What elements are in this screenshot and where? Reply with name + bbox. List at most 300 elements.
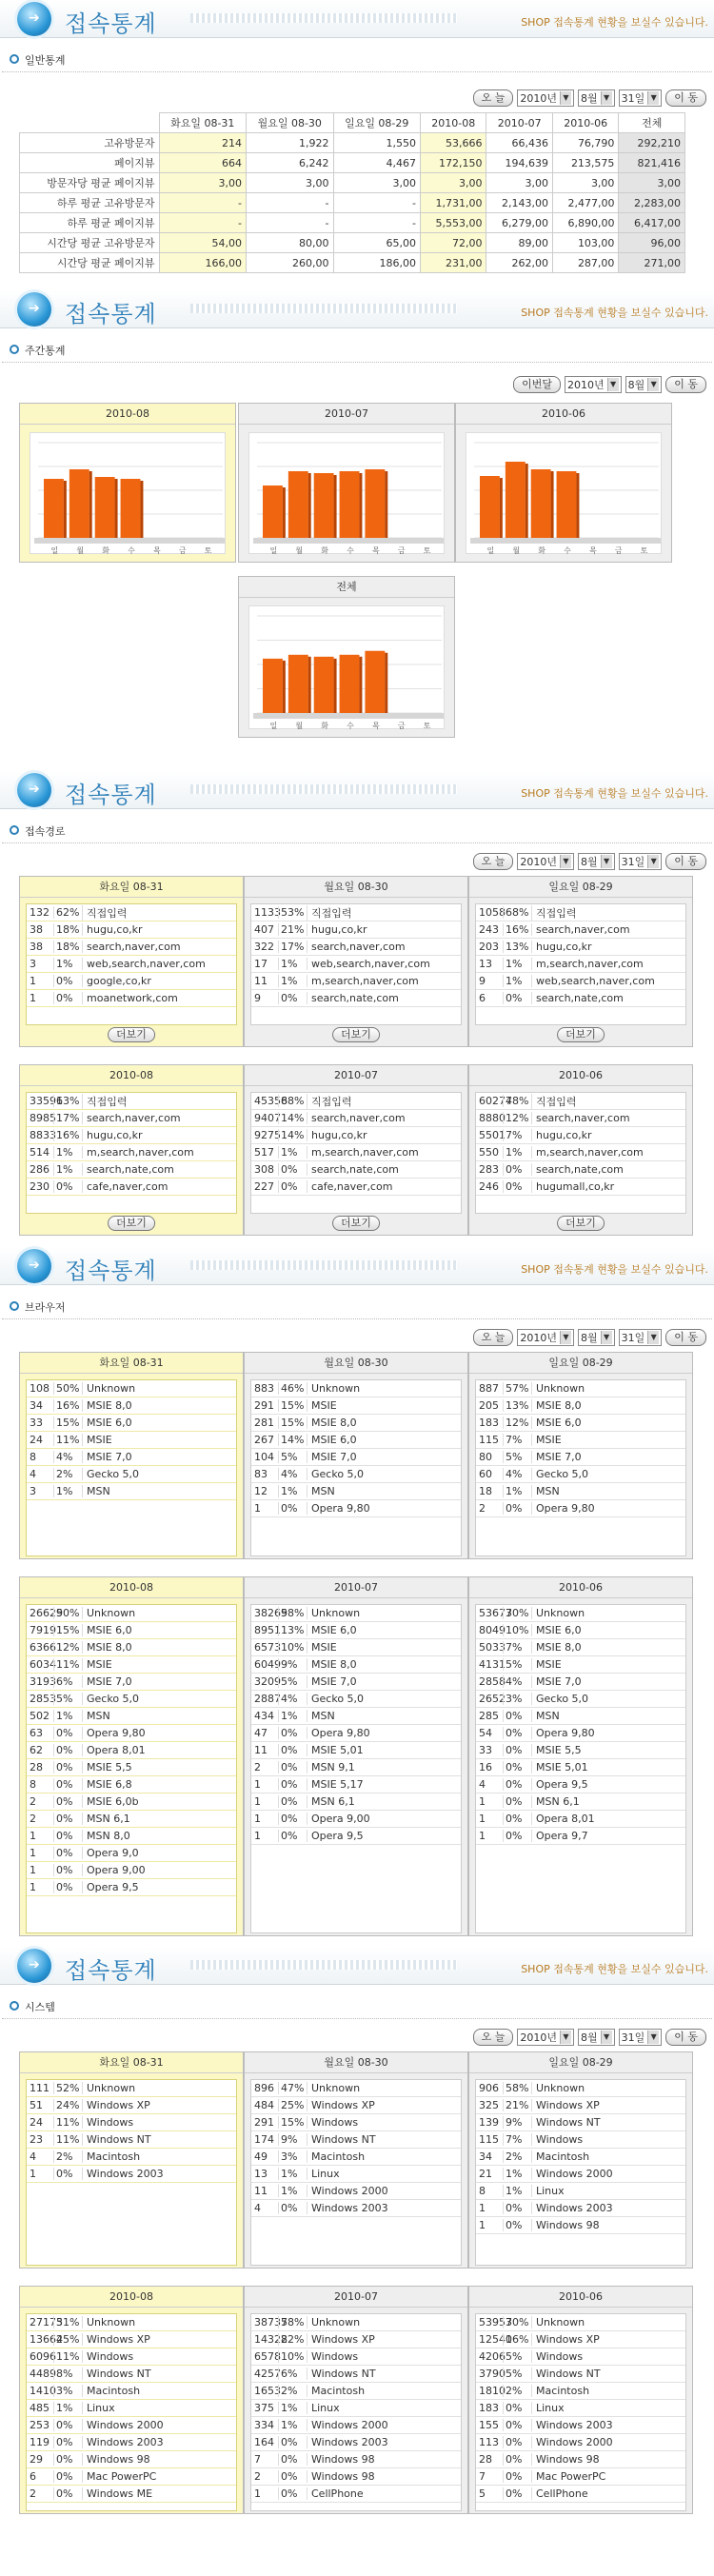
- table-cell: 66,436: [486, 133, 552, 153]
- percent: 0%: [53, 992, 82, 1004]
- today-button[interactable]: 오 늘: [473, 853, 514, 870]
- item-name: cafe,naver,com: [82, 1180, 168, 1193]
- list-item: [476, 2166, 685, 2183]
- item-name: Macintosh: [82, 2150, 140, 2163]
- list-item: [476, 2366, 685, 2383]
- banner: [0, 0, 714, 38]
- count: 24: [30, 1434, 43, 1446]
- percent: 17%: [53, 1112, 82, 1124]
- item-name: MSN: [307, 1485, 335, 1497]
- percent: 0%: [503, 1710, 531, 1722]
- count: 6366: [30, 1641, 56, 1654]
- go-button[interactable]: 이 동: [665, 2029, 706, 2046]
- percent: 78%: [503, 1095, 531, 1107]
- chart-bar: [288, 655, 308, 713]
- day-tick-label: 목: [371, 722, 380, 730]
- count: 1: [254, 1795, 261, 1808]
- list-item: [476, 2114, 685, 2131]
- monthly-panel: [468, 1576, 693, 1936]
- column-header: 2010-06: [552, 113, 618, 133]
- item-name: search,naver,com: [307, 1112, 406, 1124]
- day-tick-label: 수: [347, 546, 354, 555]
- count: 17: [254, 958, 268, 970]
- month-select[interactable]: 8월 ▼: [625, 376, 663, 393]
- item-name: google,co,kr: [82, 975, 151, 987]
- percent: 11%: [53, 1658, 82, 1671]
- list-item: [476, 2468, 685, 2486]
- table-cell: -: [247, 193, 333, 213]
- count: 291: [254, 2116, 274, 2129]
- percent: 1%: [278, 958, 307, 970]
- count: 375: [254, 2402, 274, 2414]
- count: 246: [479, 1180, 499, 1193]
- list-item: [27, 1793, 236, 1811]
- day-select[interactable]: 31일 ▼: [619, 853, 663, 870]
- go-button[interactable]: 이 동: [665, 89, 706, 107]
- day-select[interactable]: 31일 ▼: [619, 2029, 663, 2046]
- item-name: Windows XP: [531, 2099, 600, 2111]
- table-cell: 103,00: [552, 233, 618, 253]
- percent: 0%: [503, 1163, 531, 1176]
- go-button[interactable]: 이 동: [665, 1329, 706, 1346]
- day-tick-label: 일: [269, 546, 278, 555]
- list-item: [251, 904, 461, 921]
- day-tick-label: 금: [397, 722, 406, 730]
- item-name: Linux: [531, 2402, 565, 2414]
- list-item: [476, 1811, 685, 1828]
- count: 9407: [254, 1112, 281, 1124]
- panel-title: 2010-06: [456, 404, 671, 425]
- item-name: hugu,co,kr: [531, 941, 592, 953]
- table-cell: -: [159, 213, 246, 233]
- item-name: Windows XP: [307, 2333, 375, 2346]
- count: 8: [30, 1778, 36, 1791]
- go-button[interactable]: 이 동: [665, 376, 706, 393]
- chart-bar: [365, 651, 385, 713]
- list-item: [27, 1742, 236, 1759]
- list-item: [476, 2217, 685, 2234]
- count: 3: [30, 1485, 36, 1497]
- table-cell: 5,553,00: [420, 213, 486, 233]
- day-select[interactable]: 31일 ▼: [619, 89, 663, 107]
- list-item: [251, 1483, 461, 1500]
- percent: 7%: [503, 2133, 531, 2146]
- daily-panel: [468, 2051, 693, 2269]
- list-item: [251, 1093, 461, 1110]
- day-tick-label: 금: [614, 546, 623, 555]
- list-item: [27, 1708, 236, 1725]
- percent: 1%: [503, 2168, 531, 2180]
- percent: 0%: [278, 2470, 307, 2483]
- item-name: Macintosh: [307, 2385, 365, 2397]
- item-name: search,naver,com: [82, 1112, 181, 1124]
- percent: 52%: [53, 2082, 82, 2094]
- list-item: [251, 1639, 461, 1656]
- count: 5: [479, 2487, 486, 2500]
- list-item: [27, 1432, 236, 1449]
- table-row: [20, 213, 685, 233]
- count: 6049: [254, 1658, 281, 1671]
- percent: 9%: [503, 2116, 531, 2129]
- list-item: [27, 1811, 236, 1828]
- count: 3790: [479, 2368, 506, 2380]
- count: 51: [30, 2099, 43, 2111]
- list-item: [251, 1127, 461, 1144]
- table-cell: 287,00: [552, 253, 618, 273]
- count: 34: [479, 2150, 492, 2163]
- percent: 0%: [53, 975, 82, 987]
- count: 13: [479, 958, 492, 970]
- item-name: Mac PowerPC: [531, 2470, 605, 2483]
- item-name: Macintosh: [307, 2150, 365, 2163]
- list-item: [476, 2383, 685, 2400]
- item-name: Windows 2000: [307, 2185, 388, 2197]
- percent: 0%: [278, 1778, 307, 1791]
- percent: 21%: [278, 923, 307, 936]
- count: 8985: [30, 1112, 56, 1124]
- count: 8: [479, 2185, 486, 2197]
- year-select[interactable]: 2010년 ▼: [517, 853, 574, 870]
- count: 1410: [30, 2385, 56, 2397]
- list-item: [27, 973, 236, 990]
- list-item: [251, 2468, 461, 2486]
- count: 1: [30, 1881, 36, 1893]
- percent: 15%: [278, 2116, 307, 2129]
- banner-title: 접속통계: [65, 10, 157, 37]
- day-tick-label: 수: [128, 546, 135, 555]
- count: 6096: [30, 2350, 56, 2363]
- date-controls: [473, 89, 706, 107]
- table-cell: 2,143,00: [486, 193, 552, 213]
- count: 24: [30, 2116, 43, 2129]
- item-name: Opera 9,80: [531, 1727, 595, 1739]
- panel-title: 2010-06: [469, 1577, 692, 1598]
- item-name: Opera 9,5: [82, 1881, 139, 1893]
- item-name: MSIE 7,0: [82, 1675, 132, 1688]
- percent: 7%: [503, 1434, 531, 1446]
- go-button[interactable]: 이 동: [665, 853, 706, 870]
- count: 28: [479, 2453, 492, 2466]
- row-label: 하루 평균 고유방문자: [20, 193, 160, 213]
- count: 1: [30, 2168, 36, 2180]
- count: 47: [254, 1727, 268, 1739]
- banner-title: 접속통계: [65, 1258, 157, 1284]
- count: 3: [30, 958, 36, 970]
- item-name: MSIE 5,17: [307, 1778, 364, 1791]
- item-name: Windows: [82, 2116, 133, 2129]
- count: 2652: [479, 1693, 506, 1705]
- count: 253: [30, 2419, 50, 2431]
- this-month-button[interactable]: 이번달: [513, 376, 561, 393]
- day-tick-label: 목: [152, 546, 161, 555]
- date-controls: [513, 376, 706, 393]
- count: 38: [30, 941, 43, 953]
- today-button[interactable]: 오 늘: [473, 89, 514, 107]
- percent: 25%: [53, 2333, 82, 2346]
- more-button[interactable]: 더보기: [108, 1027, 155, 1042]
- today-button[interactable]: 오 늘: [473, 2029, 514, 2046]
- count: 5501: [479, 1129, 506, 1141]
- percent: 0%: [53, 1744, 82, 1756]
- item-name: Mac PowerPC: [82, 2470, 156, 2483]
- percent: 1%: [278, 2402, 307, 2414]
- count: 243: [479, 923, 499, 936]
- count: 286: [30, 1163, 50, 1176]
- count: 4206: [479, 2350, 506, 2363]
- count: 108: [30, 1382, 50, 1395]
- item-name: web,search,naver,com: [531, 975, 655, 987]
- banner-desc: SHOP 접속통계 현황을 보실수 있습니다.: [521, 307, 708, 319]
- count: 227: [254, 1180, 274, 1193]
- list-item: [27, 1127, 236, 1144]
- count: 18: [479, 1485, 492, 1497]
- percent: 1%: [278, 2185, 307, 2197]
- percent: 0%: [278, 1761, 307, 1773]
- table-cell: 3,00: [619, 173, 685, 193]
- item-name: Gecko 5,0: [82, 1468, 139, 1480]
- subtitle: 접속경로: [2, 817, 712, 843]
- table-row: [20, 133, 685, 153]
- percent: 1%: [53, 1146, 82, 1159]
- percent: 22%: [278, 2333, 307, 2346]
- row-label: 하루 평균 페이지뷰: [20, 213, 160, 233]
- percent: 4%: [503, 1468, 531, 1480]
- list-item: [27, 2080, 236, 2097]
- percent: 0%: [278, 2487, 307, 2500]
- item-name: Macintosh: [82, 2385, 140, 2397]
- panel-title: 2010-08: [20, 404, 235, 425]
- year-select[interactable]: 2010년 ▼: [565, 376, 622, 393]
- percent: 10%: [278, 1641, 307, 1654]
- list-item: [251, 2166, 461, 2183]
- list-item: [27, 904, 236, 921]
- more-button[interactable]: 더보기: [108, 1216, 155, 1231]
- table-cell: 65,00: [333, 233, 420, 253]
- item-name: m,search,naver,com: [531, 958, 644, 970]
- count: 325: [479, 2099, 499, 2111]
- subtitle: 브라우저: [2, 1293, 712, 1319]
- subtitle: 시스템: [2, 1992, 712, 2019]
- month-select[interactable]: 8월 ▼: [578, 853, 615, 870]
- percent: 12%: [503, 1417, 531, 1429]
- day-tick-label: 일: [50, 546, 59, 555]
- count: 1: [479, 2219, 486, 2231]
- item-name: MSIE 6,0: [531, 1624, 582, 1636]
- count: 38: [30, 923, 43, 936]
- percent: 0%: [53, 2470, 82, 2483]
- month-select[interactable]: 8월 ▼: [578, 2029, 615, 2046]
- panel-title: 2010-06: [469, 2287, 692, 2308]
- year-select[interactable]: 2010년 ▼: [517, 1329, 574, 1346]
- list-item: [27, 956, 236, 973]
- table-cell: 1,550: [333, 133, 420, 153]
- item-name: MSIE 5,01: [307, 1744, 364, 1756]
- percent: 0%: [503, 992, 531, 1004]
- day-select[interactable]: 31일 ▼: [619, 1329, 663, 1346]
- count: 1: [254, 1830, 261, 1842]
- chart-bar: [314, 473, 334, 538]
- item-name: Unknown: [82, 1607, 135, 1619]
- count: 139: [479, 2116, 499, 2129]
- item-name: Windows NT: [531, 2116, 601, 2129]
- list-item: [251, 2131, 461, 2149]
- item-name: m,search,naver,com: [307, 975, 419, 987]
- list-item: [476, 1093, 685, 1110]
- item-name: Opera 9,80: [531, 1502, 595, 1515]
- percent: 0%: [503, 2436, 531, 2448]
- percent: 51%: [53, 2316, 82, 2328]
- day-tick-label: 토: [640, 546, 648, 555]
- table-row: [20, 193, 685, 213]
- banner-title: 접속통계: [65, 1957, 157, 1984]
- chart-bar: [121, 479, 141, 538]
- column-header: 2010-07: [486, 113, 552, 133]
- item-name: Opera 9,80: [82, 1727, 146, 1739]
- item-name: moanetwork,com: [82, 992, 178, 1004]
- item-name: MSIE 6,0: [307, 1624, 357, 1636]
- table-cell: 76,790: [552, 133, 618, 153]
- list-item: [27, 1879, 236, 1896]
- percent: 70%: [503, 1607, 531, 1619]
- table-cell: 4,467: [333, 153, 420, 173]
- count: 60274: [479, 1095, 512, 1107]
- percent: 0%: [278, 1795, 307, 1808]
- panel-title: 2010-08: [20, 1065, 243, 1086]
- date-controls: [473, 853, 706, 870]
- item-name: MSIE 5,5: [82, 1761, 132, 1773]
- percent: 0%: [503, 1761, 531, 1773]
- percent: 7%: [503, 1641, 531, 1654]
- more-button[interactable]: 더보기: [557, 1027, 605, 1042]
- list-item: [251, 1691, 461, 1708]
- percent: 1%: [278, 2419, 307, 2431]
- list-item: [27, 1397, 236, 1415]
- count: 514: [30, 1146, 50, 1159]
- list-item: [251, 2451, 461, 2468]
- monthly-panel: [19, 1064, 244, 1236]
- count: 34: [30, 1399, 43, 1412]
- list-item: [27, 1179, 236, 1196]
- year-select[interactable]: 2010년 ▼: [517, 2029, 574, 2046]
- item-name: web,search,naver,com: [307, 958, 430, 970]
- item-name: Gecko 5,0: [307, 1693, 364, 1705]
- column-header: 전체: [619, 113, 685, 133]
- count: 887: [479, 1382, 499, 1395]
- item-name: 직접입력: [307, 905, 352, 921]
- today-button[interactable]: 오 늘: [473, 1329, 514, 1346]
- percent: 3%: [53, 2385, 82, 2397]
- count: 485: [30, 2402, 50, 2414]
- list-item: [476, 2131, 685, 2149]
- month-select[interactable]: 8월 ▼: [578, 89, 615, 107]
- item-name: m,search,naver,com: [531, 1146, 644, 1159]
- item-name: Unknown: [307, 2082, 360, 2094]
- chart-bar: [69, 469, 89, 538]
- list-item: [251, 2400, 461, 2417]
- date-controls: [473, 2029, 706, 2046]
- item-name: search,naver,com: [531, 1112, 630, 1124]
- table-cell: 186,00: [333, 253, 420, 273]
- year-select[interactable]: 2010년 ▼: [517, 89, 574, 107]
- count: 11: [254, 2185, 268, 2197]
- count: 1: [30, 975, 36, 987]
- percent: 0%: [503, 2419, 531, 2431]
- count: 6: [479, 992, 486, 1004]
- count: 60: [479, 1468, 492, 1480]
- item-name: Windows: [307, 2116, 358, 2129]
- table-cell: 89,00: [486, 233, 552, 253]
- item-name: Unknown: [307, 2316, 360, 2328]
- item-name: search,naver,com: [531, 923, 630, 936]
- percent: 0%: [503, 2470, 531, 2483]
- table-cell: 6,242: [247, 153, 333, 173]
- item-name: MSIE 7,0: [307, 1675, 357, 1688]
- percent: 0%: [503, 1813, 531, 1825]
- bar-chart: [248, 432, 445, 554]
- percent: 13%: [503, 941, 531, 953]
- item-name: Gecko 5,0: [82, 1693, 139, 1705]
- more-button[interactable]: 더보기: [557, 1216, 605, 1231]
- item-name: Windows 2000: [531, 2436, 613, 2448]
- count: 49: [254, 2150, 268, 2163]
- item-name: hugu,co,kr: [82, 923, 143, 936]
- table-cell: 172,150: [420, 153, 486, 173]
- percent: 58%: [503, 2082, 531, 2094]
- list-item: [476, 1449, 685, 1466]
- more-button[interactable]: 더보기: [332, 1027, 380, 1042]
- item-name: MSIE: [531, 1434, 562, 1446]
- list-item: [251, 921, 461, 939]
- percent: 1%: [278, 1710, 307, 1722]
- percent: 11%: [53, 2116, 82, 2129]
- month-select[interactable]: 8월 ▼: [578, 1329, 615, 1346]
- more-button[interactable]: 더보기: [332, 1216, 380, 1231]
- list-item: [476, 1605, 685, 1622]
- item-name: MSIE 7,0: [307, 1451, 357, 1463]
- item-name: Macintosh: [531, 2150, 589, 2163]
- percent: 0%: [503, 2202, 531, 2214]
- banner: [0, 1247, 714, 1285]
- item-name: MSN: [307, 1710, 335, 1722]
- item-name: MSIE: [307, 1399, 337, 1412]
- day-tick-label: 일: [486, 546, 495, 555]
- table-cell: 194,639: [486, 153, 552, 173]
- panel-title: 화요일 08-31: [20, 2052, 243, 2073]
- list-item: [27, 2451, 236, 2468]
- item-name: MSN 6,1: [82, 1813, 130, 1825]
- list-item: [476, 2200, 685, 2217]
- item-name: hugu,co,kr: [307, 1129, 367, 1141]
- percent: 0%: [53, 1778, 82, 1791]
- item-name: Windows 2003: [82, 2436, 164, 2448]
- list-item: [27, 1691, 236, 1708]
- item-name: Windows 98: [531, 2219, 600, 2231]
- percent: 63%: [53, 1095, 82, 1107]
- percent: 5%: [278, 1675, 307, 1688]
- count: 407: [254, 923, 274, 936]
- list-item: [476, 1656, 685, 1674]
- percent: 4%: [278, 1693, 307, 1705]
- list-item: [251, 2417, 461, 2434]
- list-item: [476, 1415, 685, 1432]
- list-item: [27, 1759, 236, 1776]
- monthly-panel: [244, 1576, 468, 1936]
- count: 2: [30, 1813, 36, 1825]
- table-cell: 262,00: [486, 253, 552, 273]
- percent: 2%: [53, 1468, 82, 1480]
- panel-title: 월요일 08-30: [245, 877, 467, 898]
- weekly-section: [0, 290, 714, 771]
